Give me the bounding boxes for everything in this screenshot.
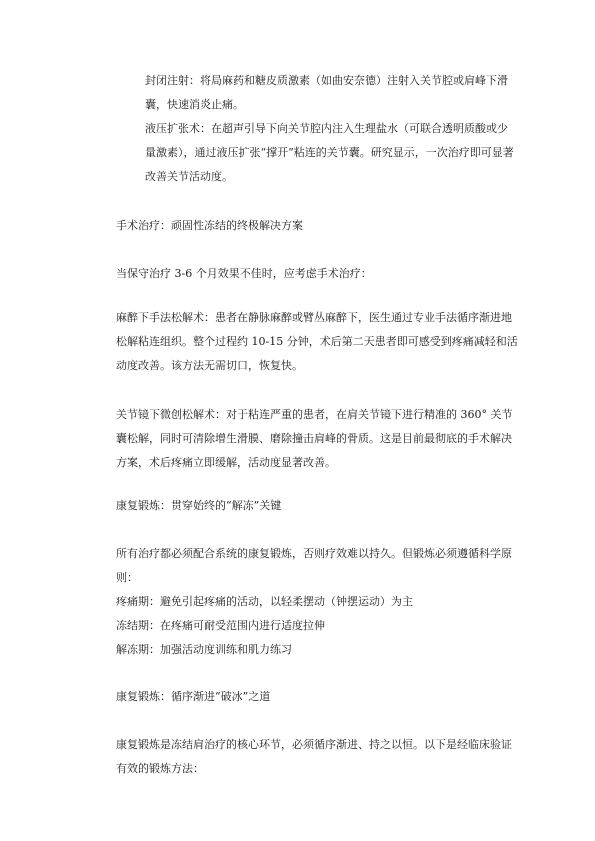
paragraph-surgery-intro: 当保守治疗 3-6 个月效果不佳时，应考虑手术治疗：	[116, 267, 372, 280]
heading-surgery: 手术治疗：顽固性冻结的终极解决方案	[116, 219, 303, 232]
paragraph-hydrodilatation: 液压扩张术：在超声引导下向关节腔内注入生理盐水（可联合透明质酸或少量激素），通过液压扩张“撑开”粘连的关节囊。研究显示，一次治疗即可显著改善关节活动度。	[145, 122, 514, 183]
paragraph-injection: 封闭注射：将局麻药和糖皮质激素（如曲安奈德）注射入关节腔或肩峰下滑囊，快速消炎止痛。	[145, 74, 508, 111]
paragraph-rehab-intro: 所有治疗都必须配合系统的康复锻炼，否则疗效难以持久。但锻炼必须遵循科学原则：	[116, 547, 512, 584]
paragraph-rehab-core: 康复锻炼是冻结肩治疗的核心环节，必须循序渐进、持之以恒。以下是经临床验证有效的锻炼方法：	[116, 738, 512, 775]
heading-rehab: 康复锻炼：贯穿始终的“解冻”关键	[116, 499, 282, 512]
paragraph-arthroscopy: 关节镜下微创松解术：对于粘连严重的患者，在肩关节镜下进行精准的 360° 关节囊松解，同时可清除增生滑膜、磨除撞击肩峰的骨质。这是目前最彻底的手术解决方案，术后疼痛立即缓解，活动度显著改善。	[116, 408, 513, 469]
list-item-thaw-phase: 解冻期：加强活动度训练和肌力练习	[116, 643, 292, 656]
paragraph-manipulation: 麻醉下手法松解术：患者在静脉麻醉或臂丛麻醉下，医生通过专业手法循序渐进地松解粘连组织。整个过程约 10-15 分钟，术后第二天患者即可感受到疼痛减轻和活动度改善。该方法无需切口，恢复快。	[116, 311, 518, 372]
list-item-pain-phase: 疼痛期：避免引起疼痛的活动，以轻柔摆动（钟摆运动）为主	[116, 595, 413, 608]
list-item-frozen-phase: 冻结期：在疼痛可耐受范围内进行适度拉伸	[116, 619, 325, 632]
heading-rehab-ice: 康复锻炼：循序渐进“破冰”之道	[116, 690, 271, 703]
